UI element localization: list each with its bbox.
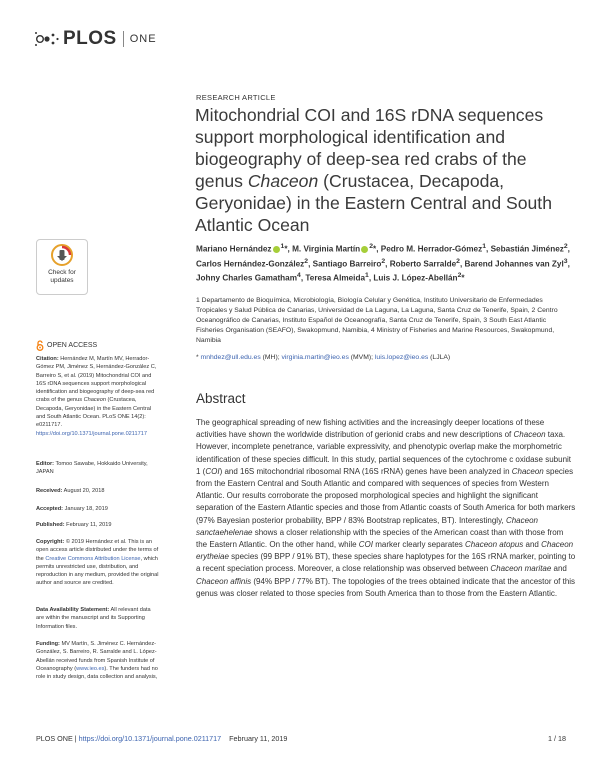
author-name[interactable]: Barend Johannes van Zyl: [464, 259, 564, 269]
accepted-block: [36, 505, 160, 513]
plos-logo-icon: [34, 30, 60, 48]
author-affil: 2: [456, 257, 460, 265]
citation-italic: Chaceon: [83, 397, 106, 404]
received-text: August 20, 2018: [62, 488, 105, 494]
check-updates-icon: [51, 244, 73, 266]
editor-block: [36, 460, 160, 477]
footer-journal: PLOS ONE: [36, 734, 73, 743]
abstract-seg: shows a closer relationship with the species of the American coast than with those from the Eastern Atlantic. On the other hand, while: [196, 527, 564, 550]
open-access-label: OPEN ACCESS: [47, 342, 98, 349]
editor-label: Editor:: [36, 461, 55, 467]
data-availability-text: All relevant data are within the manuscript and its Supporting Information files.: [36, 607, 151, 630]
corresponding-mark: *: [461, 274, 465, 284]
abstract-italic: Chaceon: [511, 466, 544, 476]
citation-text: Hernández M, Martín MV, Herrador-Gómez PM, Jiménez S, Hernández-González C, Barreiro S, et al. (2019) Mitochondrial COI and 16S rDNA sequences support morphological identification and biogeography of deep-sea red crabs of the genus: [36, 356, 157, 404]
editor-text: Tomoo Sawabe, Hokkaido University, JAPAN: [36, 461, 148, 476]
author-name[interactable]: Roberto Sarralde: [389, 259, 457, 269]
copyright-text: © 2019 Hernández et al. This is an open access article distributed under the terms of the: [36, 539, 159, 562]
abstract-italic: Chaceon sanctaehelenae: [196, 515, 538, 537]
corr-initials: (MH);: [260, 354, 282, 361]
author-affil: 1: [365, 272, 369, 280]
abstract-seg: and: [523, 540, 542, 550]
author-affil: 4: [297, 272, 301, 280]
received-label: Received:: [36, 488, 63, 494]
abstract-italic: COI: [205, 466, 220, 476]
article-title: [195, 104, 575, 236]
page-number: 1 / 18: [548, 734, 566, 743]
data-availability-label: Data Availability Statement:: [36, 607, 110, 613]
funding-label: Funding:: [36, 641, 60, 647]
check-line1: Check for: [48, 269, 76, 276]
citation-block: [36, 355, 160, 438]
page-footer: [36, 734, 566, 743]
author-name[interactable]: Luis J. López-Abellán: [373, 274, 458, 284]
abstract-seg: species (99 BPP / 91% BT), these species share haplotypes for the 16S rRNA marker, pointing to a recent speciation process. Moreover, a close relationship was observed between: [196, 552, 576, 574]
abstract-italic: Chaceon atopus: [465, 540, 524, 550]
email-link[interactable]: mnhdez@ull.edu.es: [200, 354, 261, 361]
affiliations: 1 Departamento de Bioquímica, Microbiología, Biología Celular y Genética, Instituto Universitario de Enfermedades Tropicales y Salud Pública de Canarias, Universidad de La Laguna, La Laguna, Santa Cruz de Tenerife, Spain, 2 Centro Oceanográfico de Canarias, Instituto Español de Oceanografía, Santa Cruz de Tenerife, Spain, 3 South East Atlantic Fisheries Organisation (SEAFO), Swakopmund, Namibia, 4 Ministry of Fisheries and Marine Resources, Swakopmund, Namibia: [196, 297, 558, 344]
open-access: [36, 340, 97, 351]
check-for-updates-button[interactable]: [36, 239, 88, 295]
abstract-italic: COI: [358, 540, 373, 550]
title-part2: (Crustacea, Decapoda, Geryonidae) in the Eastern Central and South Atlantic Ocean: [195, 171, 552, 235]
received-block: [36, 487, 160, 495]
author-affil: 3: [563, 257, 568, 265]
funding-text: ). The funders had no role in study design, data collection and analysis,: [36, 665, 158, 681]
abstract-heading: Abstract: [196, 391, 246, 406]
citation-label: Citation:: [36, 356, 59, 362]
citation-text: (Crustacea, Decapoda, Geryonidae) in the Eastern Central and South Atlantic Ocean. PLoS ONE 14(2): e0211717.: [36, 397, 152, 429]
copyright-text: , which permits unrestricted use, distribution, and reproduction in any medium, provided the original author and source are credited.: [36, 555, 159, 587]
abstract-seg: ) and 16S mitochondrial ribosomal RNA (16S rRNA) genes have been analyzed in: [219, 466, 512, 476]
footer-separator: |: [72, 734, 79, 743]
email-link[interactable]: luis.lopez@ieo.es: [374, 354, 429, 361]
funding-block: [36, 640, 160, 681]
plos-logo: [34, 28, 157, 50]
author-affil: 2: [369, 243, 373, 250]
abstract-seg: taxa. However, incomplete penetrance, variable expressivity, and phenotypic overlap make the morphometric identification of these species difficult. In this study, partial sequences of the cytochrome c oxidase subunit 1 (: [196, 430, 572, 476]
journal-name: ONE: [129, 33, 157, 45]
funding-text: MV Martín, S. Jiménez C. Hernández-González, S. Barreiro, R. Sarralde and L. López-Abellán received funds from Spanish Institute of Oceanography (: [36, 641, 157, 672]
abstract-italic: Chaceon affinis: [196, 576, 252, 586]
corr-mark: *: [196, 354, 201, 361]
footer-date: February 11, 2019: [229, 734, 288, 743]
author-name[interactable]: Carlos Hernández-González: [196, 259, 305, 269]
author-affil: 2: [563, 243, 568, 250]
abstract-seg: marker clearly separates: [373, 540, 466, 550]
data-availability-block: [36, 606, 160, 631]
logo-divider: [123, 31, 124, 47]
accepted-label: Accepted:: [36, 506, 64, 512]
copyright-block: [36, 538, 160, 588]
title-italic: Chaceon: [247, 171, 319, 191]
author-affil: 1: [280, 243, 285, 250]
abstract-seg: (94% BPP / 77% BT). The topologies of the trees obtained indicate that the ancestor of this genus was closer related to those species from South America than to those from the Eastern Atlantic.: [196, 576, 576, 598]
published-label: Published:: [36, 522, 65, 528]
author-name[interactable]: Mariano Hernández: [196, 244, 272, 254]
check-line2: updates: [50, 276, 74, 284]
license-link[interactable]: Creative Commons Attribution License: [45, 555, 141, 562]
accepted-text: January 18, 2019: [63, 506, 108, 512]
author-name[interactable]: Pedro M. Herrador-Gómez: [380, 244, 483, 254]
abstract-italic: Chaceon: [513, 430, 546, 440]
copyright-label: Copyright:: [36, 539, 65, 545]
corresponding-mark: *: [373, 244, 377, 254]
author-name[interactable]: Teresa Almeida: [305, 274, 366, 284]
author-affil: 2: [457, 272, 462, 280]
abstract-text: [196, 417, 576, 600]
published-block: [36, 521, 160, 529]
author-affil: 2: [304, 257, 309, 265]
open-lock-icon: [36, 340, 44, 351]
author-name[interactable]: Johny Charles Gamatham: [196, 274, 298, 284]
correspondence: [196, 354, 574, 361]
author-name[interactable]: Sebastián Jiménez: [490, 244, 564, 254]
published-text: February 11, 2019: [64, 522, 112, 528]
abstract-italic: Chaceon erytheiae: [196, 540, 574, 562]
abstract-italic: Chaceon maritae: [490, 564, 552, 574]
corresponding-mark: *: [284, 244, 288, 254]
article-type: RESEARCH ARTICLE: [196, 93, 276, 102]
corr-initials: (MVM);: [348, 354, 375, 361]
funding-link[interactable]: www.ieo.es: [76, 665, 105, 672]
orcid-icon[interactable]: [273, 246, 280, 253]
author-affil: 2: [381, 257, 386, 265]
citation-doi-link[interactable]: https://doi.org/10.1371/journal.pone.0211717: [36, 430, 147, 437]
corr-initials: (LJLA): [428, 354, 451, 361]
email-link[interactable]: virginia.martin@ieo.es: [281, 354, 349, 361]
abstract-seg: species from the Eastern Central and South Atlantic and compared with sequences of species from Western Atlantic. Our results corroborate the proposed morphological species and highlight the significant separation of the Eastern Atlantic species and those from Atlantic coasts of South America for both markers (97% Bayesian posterior probability, BPP / 83% Bootstrap replicates, BT). Interestingly,: [196, 466, 576, 525]
author-name[interactable]: Santiago Barreiro: [312, 259, 382, 269]
abstract-seg: and: [551, 564, 567, 574]
author-affil: 1: [482, 243, 487, 250]
footer-doi-link[interactable]: https://doi.org/10.1371/journal.pone.0211717: [78, 734, 222, 743]
plos-brand: PLOS: [63, 28, 117, 49]
author-name[interactable]: M. Virginia Martín: [292, 244, 361, 254]
author-list: Mariano Hernández $^1$*, M. Virginia Martín $^2$*, Pedro M. Herrador-Gómez$^1$, Sebastián Jiménez$^2$, Carlos Hernández-González$^2$, Santiago Barreiro$^2$, Roberto Sarralde$^2$, Barend Johannes van Zyl$^3$, Johny Charles Gamatham$^4$, Teresa Almeida$^1$, Luis J. López-Abellán$^2$*: [196, 243, 570, 284]
abstract-seg: The geographical spreading of new fishing activities and the increasingly deeper locations of these activities have shown the worldwide distribution of gerionid crabs and new descriptions of: [196, 418, 545, 440]
check-updates-label: [48, 269, 76, 284]
orcid-icon[interactable]: [361, 246, 368, 253]
title-part1: Mitochondrial COI and 16S rDNA sequences support morphological identification and biogeography of deep-sea red crabs of the genus: [195, 105, 544, 191]
